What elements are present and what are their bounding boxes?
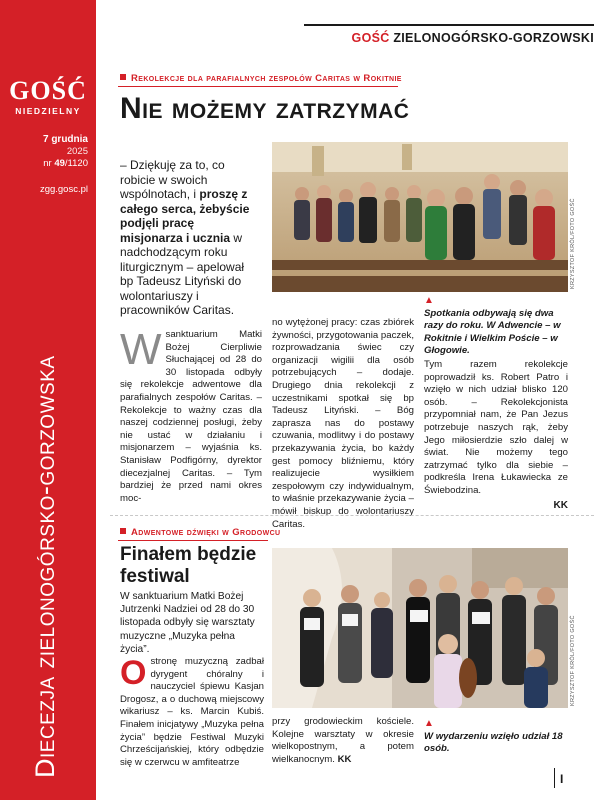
lead-part-2: w nadchodzącym roku liturgicznym – apelował bp Tadeusz Lityński do wolontariuszy i pracowników Caritas.	[120, 230, 245, 317]
article1-col1-text: sanktuarium Matki Bożej Cierpliwie Słuchającej od 28 do 30 listopada odbyły się rekolekcje adwentowe dla parafialnych zespołów Caritas. – Rekolekcje to ważny czas dla naszej codziennej posługi, żeby nie ustać w działaniu i misjonarzem – wyjaśnia ks. Stanisław Podfigórny, dyrektor diecezjalnej Caritas. – Tym bardziej że przed nami okres moc-	[120, 329, 262, 504]
kicker-square-icon	[120, 74, 126, 80]
lead-part-1: – Dziękuję za to, co robicie w swoich wspólnotach, i	[120, 158, 225, 201]
issue-num: 49	[54, 158, 65, 169]
article2-headline: Finałem będzie festiwal	[120, 544, 257, 587]
article1-headline: Nie możemy zatrzymać	[120, 92, 410, 125]
article2-caption-text: W wydarzeniu wzięło udział 18 osób.	[424, 730, 563, 755]
site-url[interactable]: zgg.gosc.pl	[39, 184, 88, 195]
issue-prefix: nr	[43, 158, 52, 169]
article1-lead	[120, 158, 260, 318]
article-separator	[110, 515, 594, 516]
header-rule	[304, 24, 594, 26]
article2-kicker	[120, 527, 281, 538]
article1-signature: KK	[553, 499, 568, 511]
article1-photo-credit: KRZYSZTOF KRÓL/FOTO GOŚĆ	[570, 198, 576, 289]
article1-caption	[424, 295, 574, 358]
article1-kicker-text: Rekolekcje dla parafialnych zespołów Caritas w Rokitnie	[131, 73, 402, 84]
issue-number	[8, 158, 88, 170]
article2-dropcap: O	[120, 654, 147, 692]
article1-column-1	[120, 325, 262, 505]
logo-word: GOŚĆ	[9, 76, 87, 105]
article2-kicker-text: Adwentowe dźwięki w Grodowcu	[131, 527, 281, 538]
edition-title	[304, 31, 594, 45]
issue-info	[8, 134, 88, 170]
issue-date: 7 grudnia	[42, 134, 88, 145]
article1-caption-text: Spotkania odbywają się dwa razy do roku. W Adwencie – w Rokitnie i Wielkim Poście – w Głogowie.	[424, 307, 561, 357]
article2-kicker-rule	[118, 540, 268, 541]
issue-total: /1120	[64, 158, 88, 169]
caption-triangle-icon: ▲	[424, 718, 434, 729]
page-number: I	[560, 772, 564, 786]
article1-column-2	[272, 317, 414, 531]
article2-lead: W sanktuarium Matki Bożej Jutrzenki Nadziei od 28 do 30 listopada odbyły się warsztaty muzyczne „Muzyka pełna życia”.	[120, 591, 255, 655]
article1-col3-text: Tym razem rekolekcje poprowadził ks. Robert Patro i wzięło w nich udział blisko 120 osób. – Rekolekcjonista przypomniał nam, że Pan Jezus potrzebuje naszych rąk, żeby Jego miłosierdzie szło dalej w świat. Nie możemy tego zatrzymać tylko dla siebie – podkreśla Irena Łukawiecka ze Świebodzina.	[424, 359, 568, 496]
edition-name: ZIELONOGÓRSKO-GORZOWSKI	[393, 31, 594, 45]
article2-column-1	[120, 656, 264, 769]
masthead-band	[0, 0, 96, 800]
choir-photo-illustration	[272, 548, 568, 708]
kicker-square-icon	[120, 528, 126, 534]
caption-triangle-icon: ▲	[424, 295, 434, 306]
article1-kicker-rule	[118, 86, 398, 87]
article1-column-3	[424, 359, 568, 512]
article2-col1-text: stronę muzyczną zadbał dyrygent chóralny i nauczyciel śpiewu Kasjan Drogosz, a o duchową miejscowy wikariusz – ks. Marcin Kubiś. Finałem inicjatywy „Muzyka pełna życia” będzie Festiwal Muzyki Chrześcijańskiej, który odbędzie się w czerwcu w amfiteatrze	[120, 656, 264, 768]
article2-signature: KK	[337, 753, 352, 765]
article1-photo	[272, 142, 568, 292]
article2-col2-text: przy grodowieckim kościele. Kolejne warsztaty w okresie wielkopostnym, a potem wielkanocnym.	[272, 716, 414, 765]
article1-dropcap: W	[120, 325, 162, 374]
logo-subtitle: NIEDZIELNY	[15, 106, 81, 116]
article2-column-2	[272, 716, 414, 766]
diocese-vertical-title: Diecezja zielonogórsko-gorzowska	[30, 355, 60, 778]
lead-bold: proszę z całego serca, żebyście podjęli pracę misjonarza i ucznia	[120, 187, 250, 245]
article1-col2-text: no wytężonej pracy: czas zbiórek żywności, przygotowania paczek, rozprowadzania świec czy organizacji wigilii dla osób potrzebujących – dodaje. Drugiego dnia rekolekcji z uczestnikami spotkał się bp Tadeusz Lityński. – Bóg zaprasza nas do postawy czuwania, modlitwy i do postawy przekazywania życia, bo każdy gest pomocy bliźniemu, który realizujecie wysiłkiem zespołowym czy indywidualnym, to właśnie przekazywanie życia – mówił biskup do wolontariuszy Caritas.	[272, 317, 414, 530]
article2-caption	[424, 718, 574, 756]
folio-rule	[554, 768, 555, 788]
gosc-logo	[8, 78, 88, 116]
issue-year: 2025	[66, 146, 88, 157]
article2-photo	[272, 548, 568, 708]
article2-photo-credit: KRZYSZTOF KRÓL/FOTO GOŚĆ	[570, 615, 576, 706]
edition-brand: GOŚĆ	[351, 31, 390, 45]
congregation-photo-illustration	[272, 142, 568, 292]
article1-kicker	[120, 73, 402, 84]
